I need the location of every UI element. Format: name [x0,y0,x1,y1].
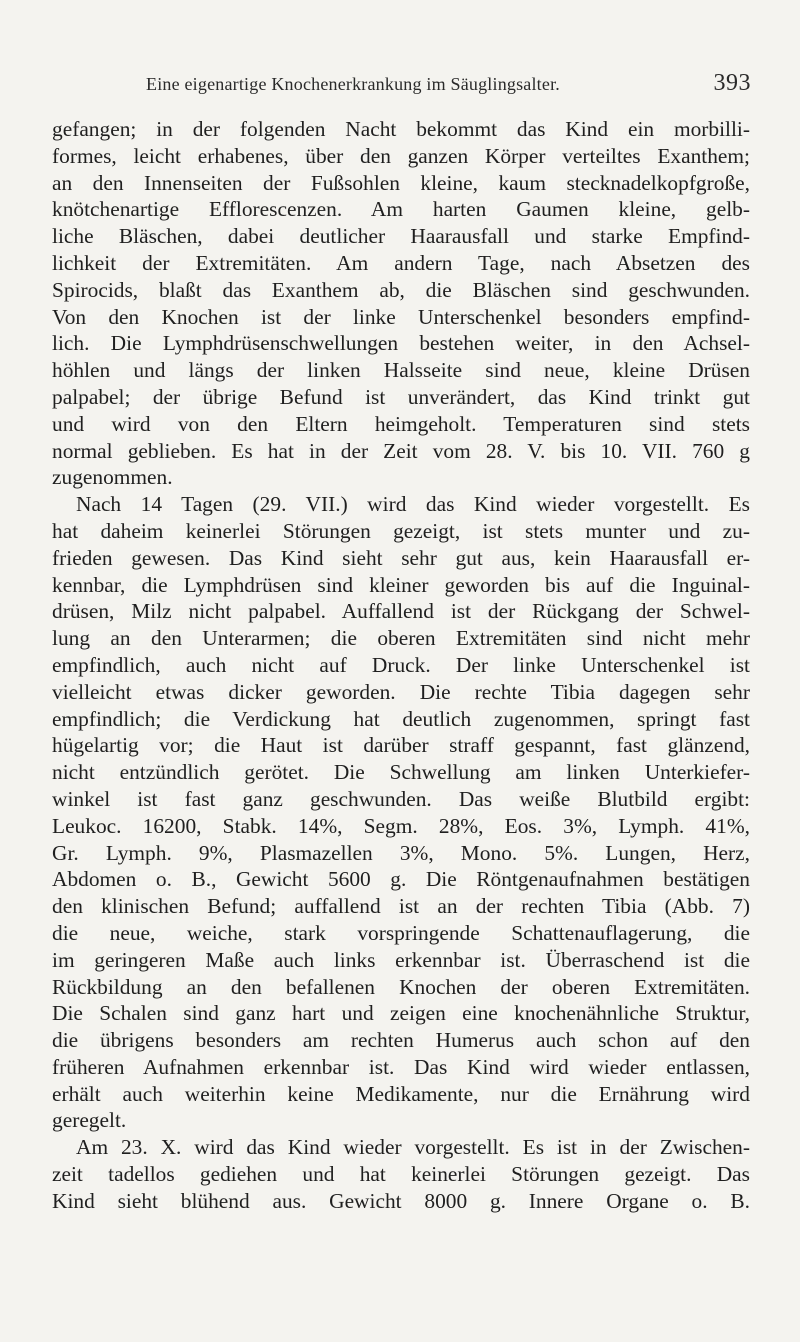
text-line: Nach 14 Tagen (29. VII.) wird das Kind wieder vorgestellt. Es [76,492,750,517]
text-line: erhält auch weiterhin keine Medikamente, nur die Ernährung wird [52,1081,750,1106]
text-line: Abdomen o. B., Gewicht 5600 g. Die Röntgenaufnahmen bestätigen [52,867,750,892]
text-line: palpabel; der übrige Befund ist unverändert, das Kind trinkt gut [52,384,750,409]
text-line: normal geblieben. Es hat in der Zeit vom 28. V. bis 10. VII. 760 g [52,438,750,463]
text-line: zeit tadellos gediehen und hat keinerlei Störungen gezeigt. Das [52,1162,750,1187]
text-line: an den Innenseiten der Fußsohlen kleine, kaum stecknadelkopfgroße, [52,170,750,195]
text-line: liche Bläschen, dabei deutlicher Haarausfall und starke Empfind- [52,224,750,249]
running-title: Eine eigenartige Knochenerkrankung im Säuglingsalter. [146,74,560,94]
text-line: zugenommen. [52,465,173,490]
text-line: geregelt. [52,1108,127,1133]
text-line: Die Schalen sind ganz hart und zeigen eine knochenähnliche Struktur, [52,1001,750,1026]
text-line: kennbar, die Lymphdrüsen sind kleiner geworden bis auf die Inguinal- [52,572,750,597]
text-line: Spirocids, blaßt das Exanthem ab, die Bläschen sind geschwunden. [52,277,750,302]
text-line: drüsen, Milz nicht palpabel. Auffallend ist der Rückgang der Schwel- [52,599,750,624]
page-number: 393 [713,70,751,96]
text-line: knötchenartige Efflorescenzen. Am harten Gaumen kleine, gelb- [52,197,750,222]
text-line: frieden gewesen. Das Kind sieht sehr gut aus, kein Haarausfall er- [52,545,750,570]
text-line: gefangen; in der folgenden Nacht bekommt das Kind ein morbilli- [52,117,750,141]
text-line: nicht entzündlich gerötet. Die Schwellung am linken Unterkiefer- [52,760,750,785]
text-line: und wird von den Eltern heimgeholt. Temperaturen sind stets [52,411,750,436]
text-line: Leukoc. 16200, Stabk. 14%, Segm. 28%, Eos. 3%, Lymph. 41%, [52,813,750,838]
text-line: lichkeit der Extremitäten. Am andern Tage, nach Absetzen des [52,250,750,275]
text-line: im geringeren Maße auch links erkennbar ist. Überraschend ist die [52,947,750,972]
text-line: die übrigens besonders am rechten Humerus auch schon auf den [52,1028,750,1053]
text-line: empfindlich; die Verdickung hat deutlich zugenommen, springt fast [52,706,750,731]
text-line: empfindlich, auch nicht auf Druck. Der linke Unterschenkel ist [52,652,750,677]
text-line: hat daheim keinerlei Störungen gezeigt, ist stets munter und zu- [52,518,750,543]
text-line: früheren Aufnahmen erkennbar ist. Das Kind wird wieder entlassen, [52,1054,750,1079]
text-line: Am 23. X. wird das Kind wieder vorgestellt. Es ist in der Zwischen- [76,1135,750,1160]
text-line: den klinischen Befund; auffallend ist an der rechten Tibia (Abb. 7) [52,894,750,919]
text-line: Kind sieht blühend aus. Gewicht 8000 g. Innere Organe o. B. [52,1188,750,1213]
text-line: formes, leicht erhabenes, über den ganzen Körper verteiltes Exanthem; [52,143,750,168]
text-line: Von den Knochen ist der linke Unterschenkel besonders empfind- [52,304,750,329]
text-line: Gr. Lymph. 9%, Plasmazellen 3%, Mono. 5%. Lungen, Herz, [52,840,750,865]
text-line: hügelartig vor; die Haut ist darüber straff gespannt, fast glänzend, [52,733,750,758]
body-text [52,116,750,1215]
text-line: winkel ist fast ganz geschwunden. Das weiße Blutbild ergibt: [52,786,750,811]
text-line: lich. Die Lymphdrüsenschwellungen bestehen weiter, in den Achsel- [52,331,750,356]
text-line: lung an den Unterarmen; die oberen Extremitäten sind nicht mehr [52,626,750,651]
text-line: höhlen und längs der linken Halsseite sind neue, kleine Drüsen [52,358,750,383]
text-line: Rückbildung an den befallenen Knochen der oberen Extremitäten. [52,974,750,999]
text-line: die neue, weiche, stark vorspringende Schattenauflagerung, die [52,920,750,945]
text-line: vielleicht etwas dicker geworden. Die rechte Tibia dagegen sehr [52,679,750,704]
page-header [146,70,751,104]
